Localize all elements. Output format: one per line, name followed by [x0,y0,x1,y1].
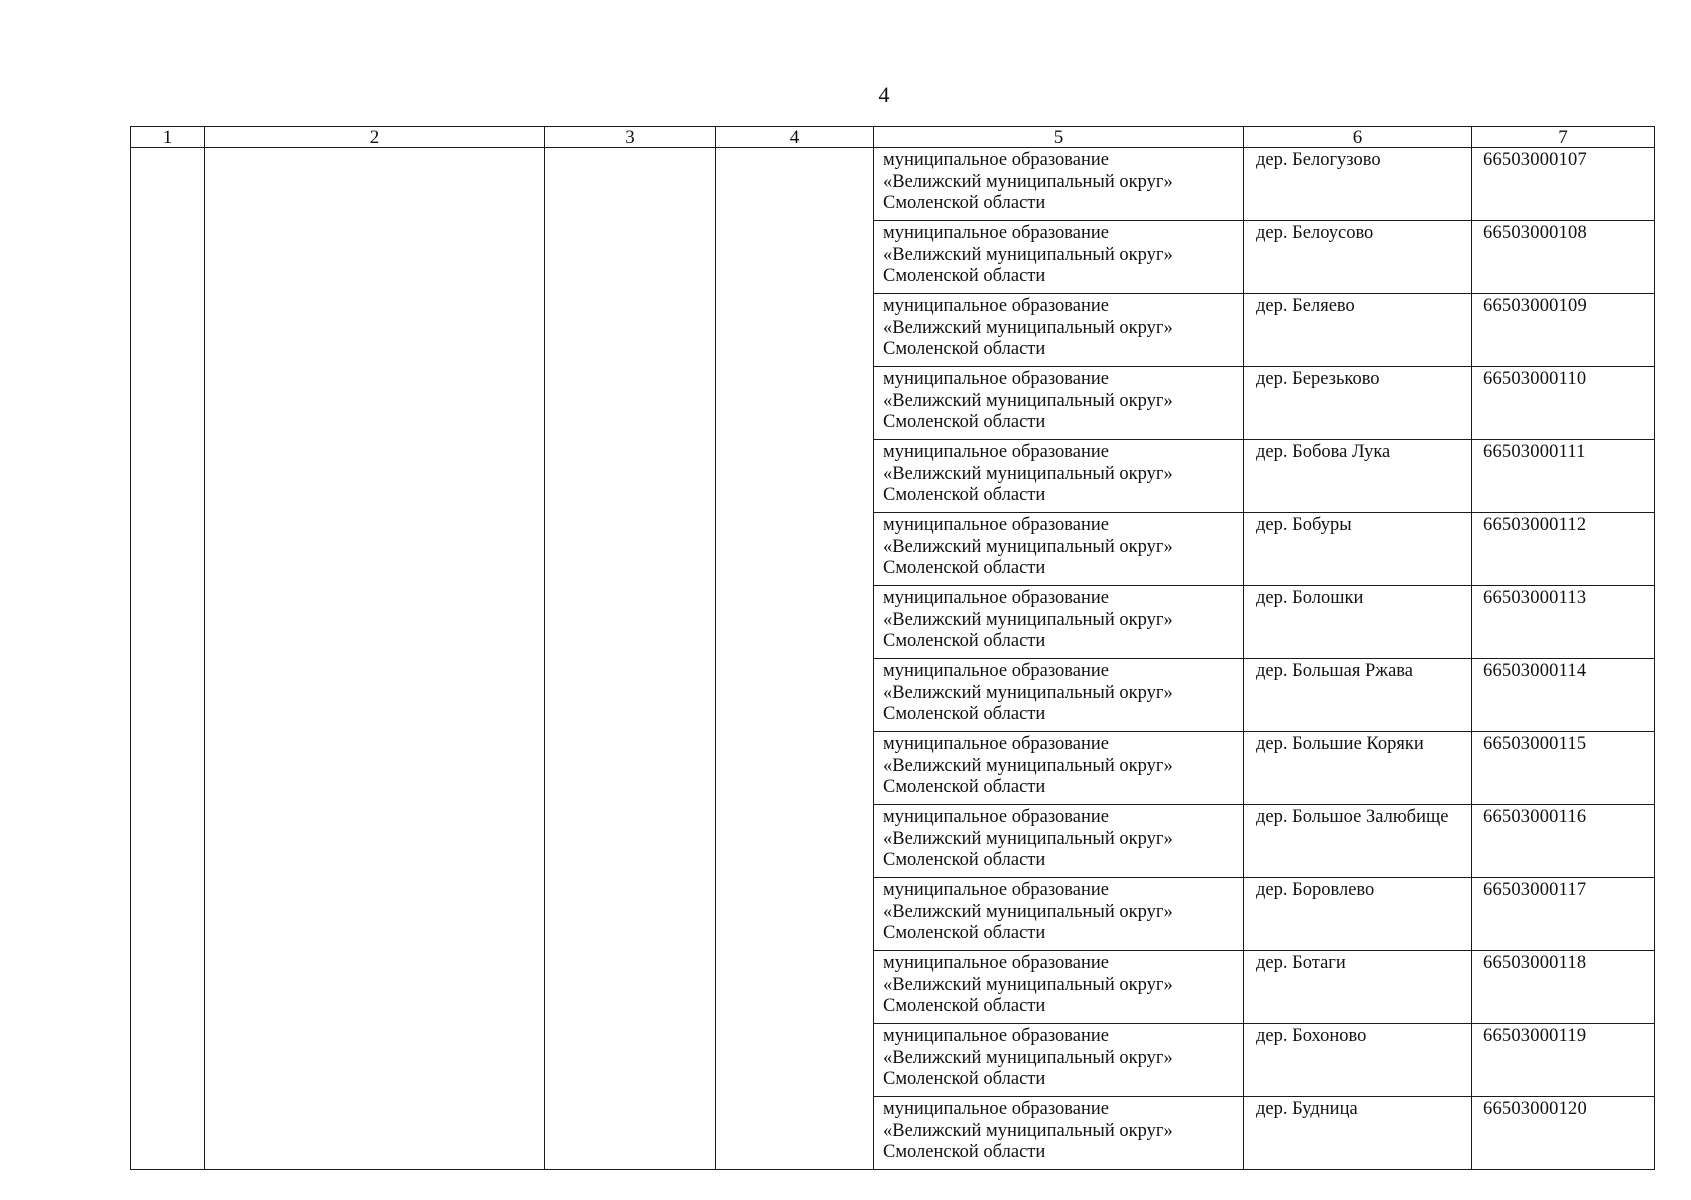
municipality-line-1: муниципальное образование [883,734,1110,754]
municipality-line-3: Смоленской области [883,485,1046,505]
column-header-6: 6 [1244,127,1472,148]
municipality-line-2: «Велижский муниципальный округ» [883,974,1173,995]
municipality-cell [874,1097,1244,1170]
municipality-line-2: «Велижский муниципальный округ» [883,609,1173,630]
municipality-line-2: «Велижский муниципальный округ» [883,1120,1173,1141]
municipality-line-1: муниципальное образование [883,1099,1110,1119]
settlement-cell: дер. Ботаги [1244,951,1472,1024]
municipality-line-1: муниципальное образование [883,369,1110,389]
municipality-line-1: муниципальное образование [883,442,1110,462]
settlement-cell: дер. Бобова Лука [1244,440,1472,513]
municipality-line-1: муниципальное образование [883,296,1110,316]
municipality-line-2: «Велижский муниципальный округ» [883,317,1173,338]
municipality-line-2: «Велижский муниципальный округ» [883,755,1173,776]
column-header-1: 1 [131,127,205,148]
municipality-line-2: «Велижский муниципальный округ» [883,463,1173,484]
settlement-cell: дер. Белогузово [1244,148,1472,221]
municipality-line-1: муниципальное образование [883,150,1110,170]
settlement-cell: дер. Беляево [1244,294,1472,367]
municipality-line-3: Смоленской области [883,996,1046,1016]
header-row [131,127,1655,148]
settlement-cell: дер. Болошки [1244,586,1472,659]
municipality-line-2: «Велижский муниципальный округ» [883,1047,1173,1068]
municipality-line-3: Смоленской области [883,339,1046,359]
settlement-cell: дер. Белоусово [1244,221,1472,294]
municipality-line-3: Смоленской области [883,923,1046,943]
municipality-line-1: муниципальное образование [883,661,1110,681]
settlement-cell: дер. Будница [1244,1097,1472,1170]
code-cell: 66503000107 [1472,148,1655,221]
settlement-cell: дер. Бобуры [1244,513,1472,586]
code-cell: 66503000109 [1472,294,1655,367]
settlement-cell: дер. Бохоново [1244,1024,1472,1097]
municipality-line-3: Смоленской области [883,266,1046,286]
municipality-line-3: Смоленской области [883,1142,1046,1162]
municipality-line-3: Смоленской области [883,193,1046,213]
settlement-cell: дер. Боровлево [1244,878,1472,951]
code-cell: 66503000110 [1472,367,1655,440]
municipality-line-3: Смоленской области [883,558,1046,578]
municipality-cell [874,148,1244,221]
municipality-line-3: Смоленской области [883,631,1046,651]
municipality-line-2: «Велижский муниципальный округ» [883,536,1173,557]
municipality-cell [874,440,1244,513]
municipality-line-1: муниципальное образование [883,515,1110,535]
municipality-cell [874,513,1244,586]
code-cell: 66503000120 [1472,1097,1655,1170]
code-cell: 66503000116 [1472,805,1655,878]
municipality-line-1: муниципальное образование [883,1026,1110,1046]
settlement-cell: дер. Большая Ржава [1244,659,1472,732]
page-number: 4 [878,82,890,107]
municipality-cell [874,367,1244,440]
municipality-cell [874,659,1244,732]
municipality-line-2: «Велижский муниципальный округ» [883,171,1173,192]
municipality-line-1: муниципальное образование [883,953,1110,973]
municipality-line-1: муниципальное образование [883,880,1110,900]
code-cell: 66503000117 [1472,878,1655,951]
code-cell: 66503000119 [1472,1024,1655,1097]
municipality-line-3: Смоленской области [883,850,1046,870]
municipality-cell [874,805,1244,878]
municipality-cell [874,1024,1244,1097]
municipality-cell [874,732,1244,805]
empty-cell-col3 [545,148,716,1170]
settlement-cell: дер. Большие Коряки [1244,732,1472,805]
code-cell: 66503000113 [1472,586,1655,659]
municipality-line-3: Смоленской области [883,1069,1046,1089]
code-cell: 66503000112 [1472,513,1655,586]
settlement-cell: дер. Березьково [1244,367,1472,440]
empty-cell-col2 [205,148,545,1170]
municipality-line-2: «Велижский муниципальный округ» [883,901,1173,922]
column-header-5: 5 [874,127,1244,148]
municipality-line-1: муниципальное образование [883,588,1110,608]
code-cell: 66503000114 [1472,659,1655,732]
empty-cell-col4 [716,148,874,1170]
column-header-4: 4 [716,127,874,148]
table-header [131,127,1655,148]
municipality-line-3: Смоленской области [883,412,1046,432]
column-header-3: 3 [545,127,716,148]
settlements-table-container [130,126,1655,1170]
settlements-table [130,126,1655,1170]
table-body [131,148,1655,1170]
municipality-line-3: Смоленской области [883,704,1046,724]
municipality-cell [874,951,1244,1024]
code-cell: 66503000118 [1472,951,1655,1024]
column-header-2: 2 [205,127,545,148]
municipality-cell [874,294,1244,367]
code-cell: 66503000108 [1472,221,1655,294]
municipality-line-2: «Велижский муниципальный округ» [883,682,1173,703]
municipality-line-3: Смоленской области [883,777,1046,797]
municipality-line-2: «Велижский муниципальный округ» [883,828,1173,849]
settlement-cell: дер. Большое Залюбище [1244,805,1472,878]
municipality-line-2: «Велижский муниципальный округ» [883,244,1173,265]
municipality-line-1: муниципальное образование [883,807,1110,827]
empty-cell-col1 [131,148,205,1170]
municipality-line-2: «Велижский муниципальный округ» [883,390,1173,411]
municipality-cell [874,878,1244,951]
municipality-line-1: муниципальное образование [883,223,1110,243]
table-row [131,148,1655,221]
code-cell: 66503000115 [1472,732,1655,805]
municipality-cell [874,221,1244,294]
municipality-cell [874,586,1244,659]
column-header-7: 7 [1472,127,1655,148]
code-cell: 66503000111 [1472,440,1655,513]
